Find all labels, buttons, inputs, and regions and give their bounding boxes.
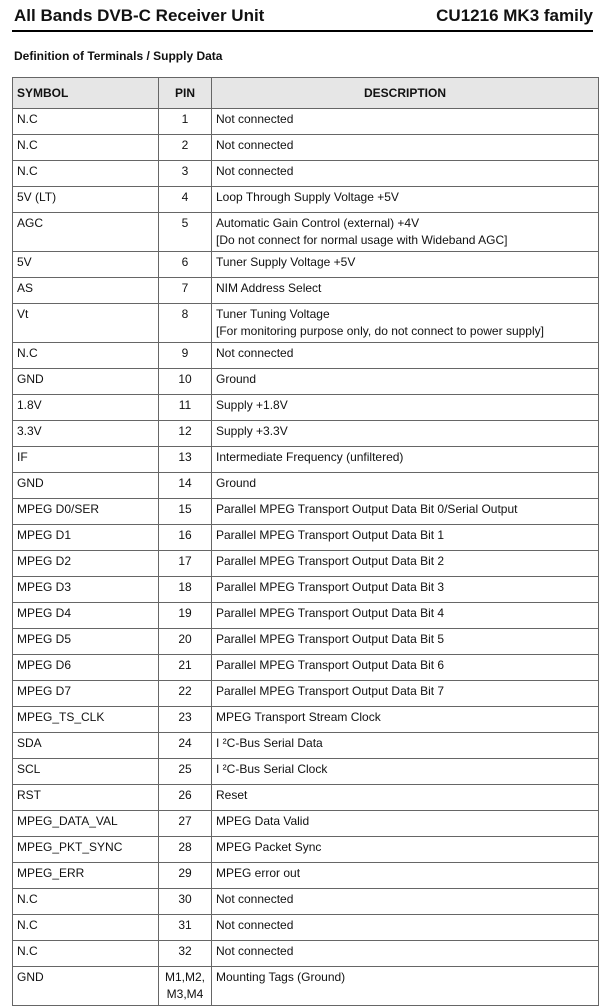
pin-cell xyxy=(159,369,212,395)
description-cell xyxy=(212,941,599,967)
table-row xyxy=(13,551,599,577)
table-row xyxy=(13,109,599,135)
table-row xyxy=(13,941,599,967)
table-row xyxy=(13,187,599,213)
pin-line: 22 xyxy=(178,684,192,698)
pin-line: 5 xyxy=(181,216,189,230)
pin-cell xyxy=(159,785,212,811)
symbol-cell: 5V (LT) xyxy=(13,187,159,213)
table-row xyxy=(13,863,599,889)
table-row xyxy=(13,707,599,733)
pin-line: 21 xyxy=(178,658,192,672)
symbol-cell: MPEG D3 xyxy=(13,577,159,603)
symbol-cell: MPEG_PKT_SYNC xyxy=(13,837,159,863)
description-line: Parallel MPEG Transport Output Data Bit 6 xyxy=(216,658,445,672)
description-cell xyxy=(212,213,599,252)
description-cell xyxy=(212,343,599,369)
pin-cell xyxy=(159,967,212,1006)
symbol-cell: MPEG_DATA_VAL xyxy=(13,811,159,837)
description-line: MPEG Transport Stream Clock xyxy=(216,710,381,724)
table-row xyxy=(13,681,599,707)
description-line: Ground xyxy=(216,476,257,490)
symbol-cell: AGC xyxy=(13,213,159,252)
table-row xyxy=(13,577,599,603)
pin-line: 23 xyxy=(178,710,192,724)
symbol-cell: N.C xyxy=(13,135,159,161)
table-row xyxy=(13,304,599,343)
description-cell xyxy=(212,252,599,278)
description-line: Supply +3.3V xyxy=(216,424,288,438)
description-line: Not connected xyxy=(216,918,294,932)
pin-cell xyxy=(159,655,212,681)
symbol-cell: MPEG D6 xyxy=(13,655,159,681)
pin-cell xyxy=(159,603,212,629)
symbol-cell: N.C xyxy=(13,941,159,967)
description-line: Loop Through Supply Voltage +5V xyxy=(216,190,399,204)
description-line: Parallel MPEG Transport Output Data Bit 0/Serial Output xyxy=(216,502,518,516)
description-line: I ²C-Bus Serial Clock xyxy=(216,762,328,776)
description-line: Parallel MPEG Transport Output Data Bit 1 xyxy=(216,528,445,542)
pin-cell xyxy=(159,161,212,187)
pin-cell xyxy=(159,278,212,304)
symbol-cell: MPEG_ERR xyxy=(13,863,159,889)
table-row xyxy=(13,785,599,811)
description-line: Not connected xyxy=(216,892,294,906)
pin-line: 7 xyxy=(181,281,189,295)
pin-line: 24 xyxy=(178,736,192,750)
description-line: NIM Address Select xyxy=(216,281,322,295)
symbol-cell: GND xyxy=(13,369,159,395)
page-header xyxy=(14,4,593,28)
description-line: Supply +1.8V xyxy=(216,398,288,412)
table-row xyxy=(13,655,599,681)
pin-cell xyxy=(159,525,212,551)
table-header-row xyxy=(13,78,599,109)
pin-line: 19 xyxy=(178,606,192,620)
symbol-cell: N.C xyxy=(13,109,159,135)
description-cell xyxy=(212,655,599,681)
description-line: Tuner Tuning Voltage xyxy=(216,307,330,321)
pin-line: 27 xyxy=(178,814,192,828)
pin-cell xyxy=(159,395,212,421)
column-header-symbol: SYMBOL xyxy=(13,78,159,109)
table-row xyxy=(13,161,599,187)
pin-cell xyxy=(159,941,212,967)
symbol-cell: MPEG D0/SER xyxy=(13,499,159,525)
description-line: Not connected xyxy=(216,112,294,126)
description-line: Not connected xyxy=(216,164,294,178)
symbol-cell: IF xyxy=(13,447,159,473)
description-cell xyxy=(212,447,599,473)
symbol-cell: MPEG D7 xyxy=(13,681,159,707)
description-cell xyxy=(212,187,599,213)
pin-cell xyxy=(159,759,212,785)
description-cell xyxy=(212,109,599,135)
symbol-cell: SCL xyxy=(13,759,159,785)
description-line: MPEG Data Valid xyxy=(216,814,310,828)
table-row xyxy=(13,252,599,278)
description-cell xyxy=(212,733,599,759)
description-cell xyxy=(212,278,599,304)
pin-line: 16 xyxy=(178,528,192,542)
symbol-cell: GND xyxy=(13,967,159,1006)
pin-line: 11 xyxy=(178,398,192,412)
table-row xyxy=(13,213,599,252)
description-cell xyxy=(212,135,599,161)
symbol-cell: Vt xyxy=(13,304,159,343)
pin-line: 18 xyxy=(178,580,192,594)
pin-line: 25 xyxy=(178,762,192,776)
description-cell xyxy=(212,525,599,551)
pin-line: 8 xyxy=(181,307,189,321)
pin-line: 28 xyxy=(178,840,192,854)
pin-cell xyxy=(159,304,212,343)
pin-cell xyxy=(159,499,212,525)
description-cell xyxy=(212,473,599,499)
pin-cell xyxy=(159,213,212,252)
pin-cell xyxy=(159,447,212,473)
description-cell xyxy=(212,707,599,733)
description-cell xyxy=(212,967,599,1006)
symbol-cell: MPEG D4 xyxy=(13,603,159,629)
symbol-cell: MPEG D1 xyxy=(13,525,159,551)
description-line: Parallel MPEG Transport Output Data Bit 3 xyxy=(216,580,445,594)
description-line: Parallel MPEG Transport Output Data Bit 2 xyxy=(216,554,445,568)
description-line: Parallel MPEG Transport Output Data Bit 7 xyxy=(216,684,445,698)
table-row xyxy=(13,915,599,941)
pin-line: 26 xyxy=(178,788,192,802)
symbol-cell: N.C xyxy=(13,343,159,369)
pin-line: 31 xyxy=(178,918,192,932)
description-cell xyxy=(212,837,599,863)
symbol-cell: MPEG D2 xyxy=(13,551,159,577)
symbol-cell: GND xyxy=(13,473,159,499)
table-row xyxy=(13,499,599,525)
pin-line: 10 xyxy=(178,372,192,386)
table-row xyxy=(13,889,599,915)
description-cell xyxy=(212,759,599,785)
terminals-table xyxy=(12,77,599,1006)
table-row xyxy=(13,473,599,499)
pin-line: M3,M4 xyxy=(166,987,204,1001)
table-row xyxy=(13,629,599,655)
description-line: Automatic Gain Control (external) +4V xyxy=(216,216,420,230)
pin-cell xyxy=(159,837,212,863)
table-row xyxy=(13,733,599,759)
product-family: CU1216 MK3 family xyxy=(436,6,593,25)
pin-cell xyxy=(159,915,212,941)
pin-cell xyxy=(159,629,212,655)
description-line: Not connected xyxy=(216,944,294,958)
table-row xyxy=(13,135,599,161)
description-cell xyxy=(212,499,599,525)
symbol-cell: N.C xyxy=(13,161,159,187)
pin-line: 9 xyxy=(181,346,189,360)
column-header-description: DESCRIPTION xyxy=(212,78,599,109)
pin-cell xyxy=(159,733,212,759)
symbol-cell: N.C xyxy=(13,915,159,941)
description-cell xyxy=(212,915,599,941)
pin-cell xyxy=(159,421,212,447)
table-row xyxy=(13,837,599,863)
table-row xyxy=(13,811,599,837)
header-rule xyxy=(12,30,593,32)
column-header-pin: PIN xyxy=(159,78,212,109)
pin-line: 6 xyxy=(181,255,189,269)
table-row xyxy=(13,395,599,421)
description-cell xyxy=(212,304,599,343)
pin-cell xyxy=(159,707,212,733)
pin-line: 3 xyxy=(181,164,189,178)
pin-cell xyxy=(159,135,212,161)
description-line: I ²C-Bus Serial Data xyxy=(216,736,323,750)
description-line: Parallel MPEG Transport Output Data Bit 4 xyxy=(216,606,445,620)
description-line: Not connected xyxy=(216,138,294,152)
pin-line: 12 xyxy=(178,424,192,438)
description-cell xyxy=(212,395,599,421)
description-cell xyxy=(212,603,599,629)
table-row xyxy=(13,421,599,447)
table-row xyxy=(13,278,599,304)
symbol-cell: AS xyxy=(13,278,159,304)
pin-line: 2 xyxy=(181,138,189,152)
description-line: Mounting Tags (Ground) xyxy=(216,970,346,984)
description-line: MPEG error out xyxy=(216,866,301,880)
pin-cell xyxy=(159,681,212,707)
description-cell xyxy=(212,811,599,837)
table-row xyxy=(13,759,599,785)
pin-line: 4 xyxy=(181,190,189,204)
pin-cell xyxy=(159,577,212,603)
description-cell xyxy=(212,551,599,577)
table-row xyxy=(13,369,599,395)
pin-cell xyxy=(159,863,212,889)
table-row xyxy=(13,525,599,551)
pin-line: 15 xyxy=(178,502,192,516)
table-row xyxy=(13,603,599,629)
symbol-cell: 3.3V xyxy=(13,421,159,447)
description-cell xyxy=(212,889,599,915)
description-line: MPEG Packet Sync xyxy=(216,840,322,854)
pin-cell xyxy=(159,551,212,577)
description-cell xyxy=(212,369,599,395)
pin-line: 20 xyxy=(178,632,192,646)
symbol-cell: 5V xyxy=(13,252,159,278)
symbol-cell: 1.8V xyxy=(13,395,159,421)
pin-line: M1,M2, xyxy=(164,970,205,984)
pin-line: 14 xyxy=(178,476,192,490)
symbol-cell: MPEG D5 xyxy=(13,629,159,655)
description-cell xyxy=(212,577,599,603)
description-line: Intermediate Frequency (unfiltered) xyxy=(216,450,404,464)
pin-cell xyxy=(159,811,212,837)
pin-cell xyxy=(159,187,212,213)
description-line: Reset xyxy=(216,788,248,802)
symbol-cell: N.C xyxy=(13,889,159,915)
description-cell xyxy=(212,681,599,707)
pin-line: 17 xyxy=(178,554,192,568)
description-cell xyxy=(212,863,599,889)
pin-line: 1 xyxy=(181,112,189,126)
pin-cell xyxy=(159,109,212,135)
document-title: All Bands DVB-C Receiver Unit xyxy=(14,6,265,25)
description-line: Tuner Supply Voltage +5V xyxy=(216,255,356,269)
description-line: [Do not connect for normal usage with Wideband AGC] xyxy=(216,233,508,247)
pin-cell xyxy=(159,473,212,499)
description-cell xyxy=(212,629,599,655)
symbol-cell: MPEG_TS_CLK xyxy=(13,707,159,733)
table-row xyxy=(13,343,599,369)
table-row xyxy=(13,447,599,473)
description-cell xyxy=(212,421,599,447)
section-title: Definition of Terminals / Supply Data xyxy=(14,49,223,63)
pin-line: 13 xyxy=(178,450,192,464)
pin-line: 32 xyxy=(178,944,192,958)
pin-cell xyxy=(159,889,212,915)
table-body xyxy=(13,109,599,1006)
symbol-cell: SDA xyxy=(13,733,159,759)
table-row xyxy=(13,967,599,1006)
description-line: [For monitoring purpose only, do not connect to power supply] xyxy=(216,324,544,338)
pin-line: 30 xyxy=(178,892,192,906)
pin-line: 29 xyxy=(178,866,192,880)
symbol-cell: RST xyxy=(13,785,159,811)
description-line: Ground xyxy=(216,372,257,386)
pin-cell xyxy=(159,252,212,278)
description-line: Not connected xyxy=(216,346,294,360)
description-cell xyxy=(212,161,599,187)
description-cell xyxy=(212,785,599,811)
pin-cell xyxy=(159,343,212,369)
description-line: Parallel MPEG Transport Output Data Bit 5 xyxy=(216,632,445,646)
